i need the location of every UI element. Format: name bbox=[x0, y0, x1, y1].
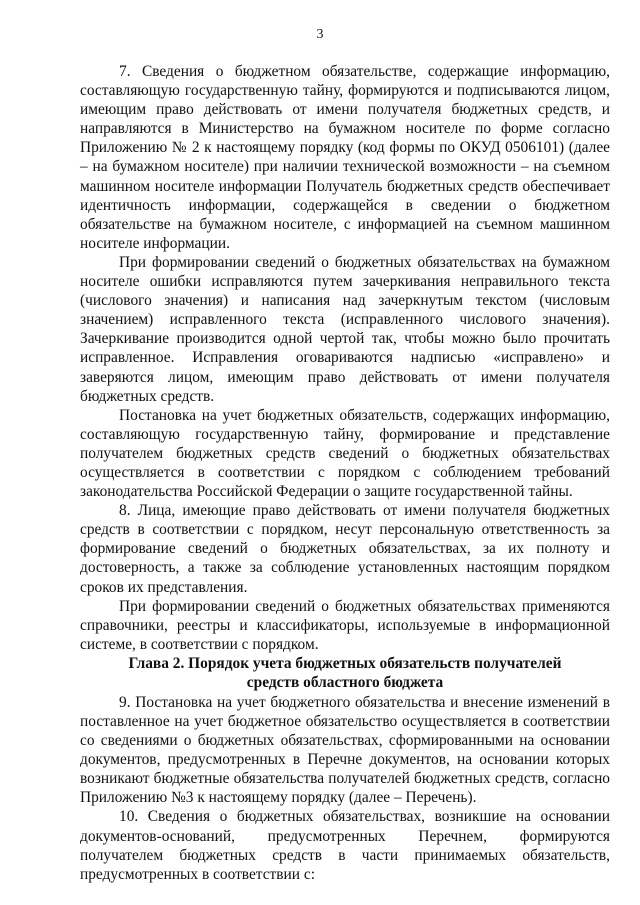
chapter-heading bbox=[80, 654, 610, 693]
paragraph-7: 7. Сведения о бюджетном обязательстве, содержащие информацию, составляющую государственную тайну, формируются и подписываются лицом, имеющим право действовать от имени получателя бюджетных средств, и направляются в Министерство на бумажном носителе по форме согласно Приложению № 2 к настоящему порядку (код формы по ОКУД 0506101) (далее – на бумажном носителе) при наличии технической возможности – на съемном машинном носителе информации Получатель бюджетных средств обеспечивает идентичность информации, содержащейся в сведении о бюджетном обязательстве на бумажном носителе, с информацией на съемном машинном носителе информации. bbox=[80, 63, 610, 252]
chapter-heading-line-2: средств областного бюджета bbox=[246, 674, 444, 692]
paragraph-corrections: При формировании сведений о бюджетных обязательствах на бумажном носителе ошибки исправляются путем зачеркивания неправильного текста (числового значения) и написания над зачеркнутым текстом (числовым значением) исправленного текста (исправленного числового значения). Зачеркивание производится одной чертой так, чтобы можно было прочитать исправленное. Исправления оговариваются надписью «исправлено» и заверяются лицом, имеющим право действовать от имени получателя бюджетных средств. bbox=[80, 253, 610, 405]
page-number: 3 bbox=[316, 27, 324, 42]
document-body bbox=[80, 62, 610, 884]
paragraph-reference-books: При формировании сведений о бюджетных обязательствах применяются справочники, реестры и классификаторы, используемые в информационной системе, в соответствии с порядком. bbox=[80, 597, 610, 653]
paragraph-state-secret: Постановка на учет бюджетных обязательств, содержащих информацию, составляющую государственную тайну, формирование и представление получателем бюджетных средств сведений о бюджетных обязательствах осуществляется в соответствии с порядком с соблюдением требований законодательства Российской Федерации о защите государственной тайны. bbox=[80, 406, 610, 501]
paragraph-8: 8. Лица, имеющие право действовать от имени получателя бюджетных средств в соответствии с порядком, несут персональную ответственность за формирование сведений о бюджетных обязательствах, за их полноту и достоверность, а также за соблюдение установленных настоящим порядком сроков их представления. bbox=[80, 502, 610, 596]
paragraph-10: 10. Сведения о бюджетных обязательствах, возникшие на основании документов-оснований, предусмотренных Перечнем, формируются получателем бюджетных средств в части принимаемых обязательств, предусмотренных в соответствии с: bbox=[80, 808, 610, 883]
paragraph-9: 9. Постановка на учет бюджетного обязательства и внесение изменений в поставленное на учет бюджетное обязательство осуществляется в соответствии со сведениями о бюджетных обязательствах, сформированными на основании документов, предусмотренных в Перечне документов, на основании которых возникают бюджетные обязательства получателей бюджетных средств, согласно Приложению №3 к настоящему порядку (далее – Перечень). bbox=[80, 693, 610, 807]
chapter-heading-line-1: Глава 2. Порядок учета бюджетных обязательств получателей bbox=[128, 654, 562, 672]
